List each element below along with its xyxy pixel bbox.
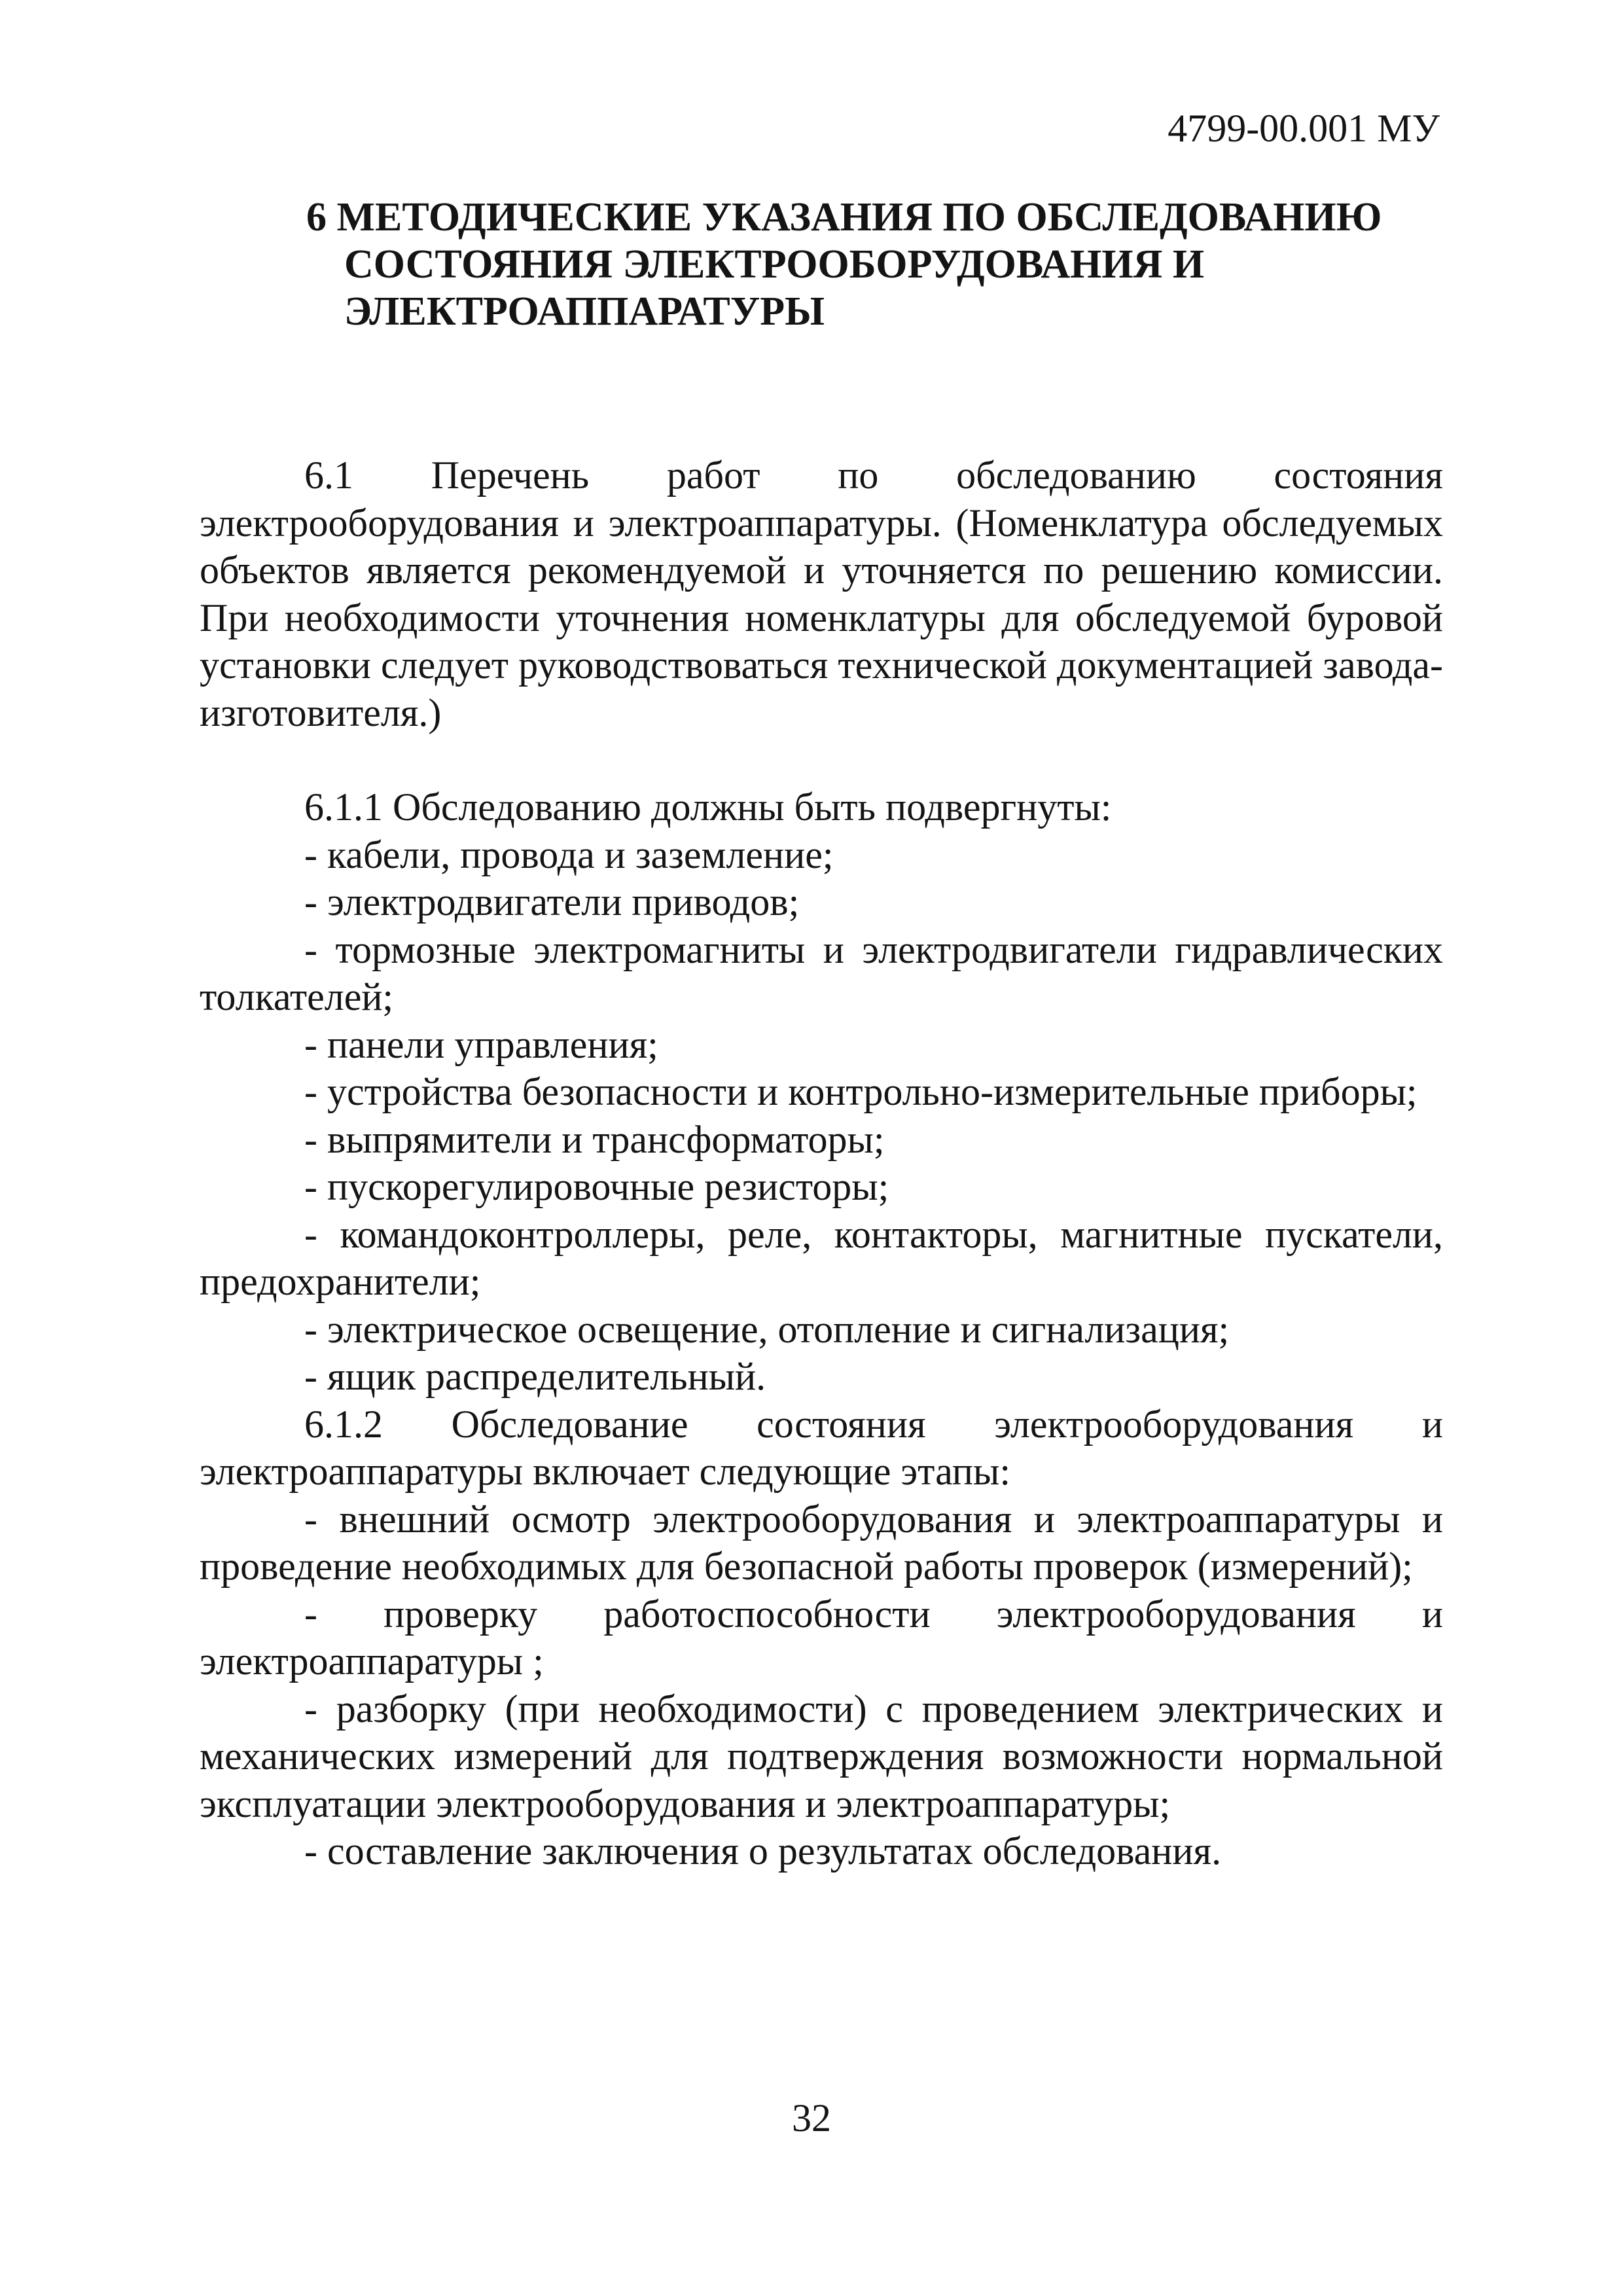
list-6-1-1: [200, 831, 1443, 1401]
page-number: 32: [792, 2096, 831, 2140]
list-item: - выпрямители и трансформаторы;: [304, 1117, 885, 1161]
list-item: - электродвигатели приводов;: [304, 880, 800, 924]
list-item: - электрическое освещение, отопление и сигнализация;: [304, 1307, 1230, 1351]
document-code: 4799-00.001 МУ: [1168, 107, 1440, 150]
subsection-heading-6-1-1: 6.1.1 Обследованию должны быть подвергнуты:: [304, 785, 1112, 829]
list-item: - внешний осмотр электрооборудования и электроаппаратуры и проведение необходимых для безопасной работы проверок (измерений);: [200, 1497, 1443, 1588]
document-body: [200, 452, 1443, 1875]
list-item: - панели управления;: [304, 1022, 658, 1066]
section-title-line: СОСТОЯНИЯ ЭЛЕКТРООБОРУДОВАНИЯ И: [344, 242, 1205, 287]
section-title-line: 6 МЕТОДИЧЕСКИЕ УКАЗАНИЯ ПО ОБСЛЕДОВАНИЮ: [306, 195, 1382, 240]
list-item: - кабели, провода и заземление;: [304, 833, 834, 876]
list-item: - ящик распределительный.: [304, 1355, 766, 1398]
list-item: - пускорегулировочные резисторы;: [304, 1165, 889, 1208]
list-item: - составление заключения о результатах обследования.: [304, 1829, 1222, 1873]
list-item: - командоконтроллеры, реле, контакторы, магнитные пускатели, предохранители;: [200, 1212, 1443, 1303]
list-item: - тормозные электромагниты и электродвигатели гидравлических толкателей;: [200, 927, 1443, 1018]
section-title: [306, 194, 1471, 335]
list-item: - проверку работоспособности электрооборудования и электроаппаратуры ;: [200, 1592, 1443, 1683]
paragraph-6-1: 6.1 Перечень работ по обследованию состояния электрооборудования и электроаппаратуры. (Номенклатура обследуемых объектов является рекомендуемой и уточняется по решению комиссии. При необходимости уточнения номенклатуры для обследуемой буровой установки следует руководствоваться технической документацией завода-изготовителя.): [200, 454, 1443, 734]
list-6-1-2: [200, 1496, 1443, 1875]
section-title-line: ЭЛЕКТРОАППАРАТУРЫ: [344, 289, 825, 334]
list-item: - разборку (при необходимости) с проведением электрических и механических измерений для подтверждения возможности нормальной эксплуатации электрооборудования и электроаппаратуры;: [200, 1687, 1443, 1825]
list-item: - устройства безопасности и контрольно-измерительные приборы;: [304, 1070, 1418, 1113]
paragraph-6-1-2: 6.1.2 Обследование состояния электрооборудования и электроаппаратуры включает следующие этапы:: [200, 1402, 1443, 1493]
